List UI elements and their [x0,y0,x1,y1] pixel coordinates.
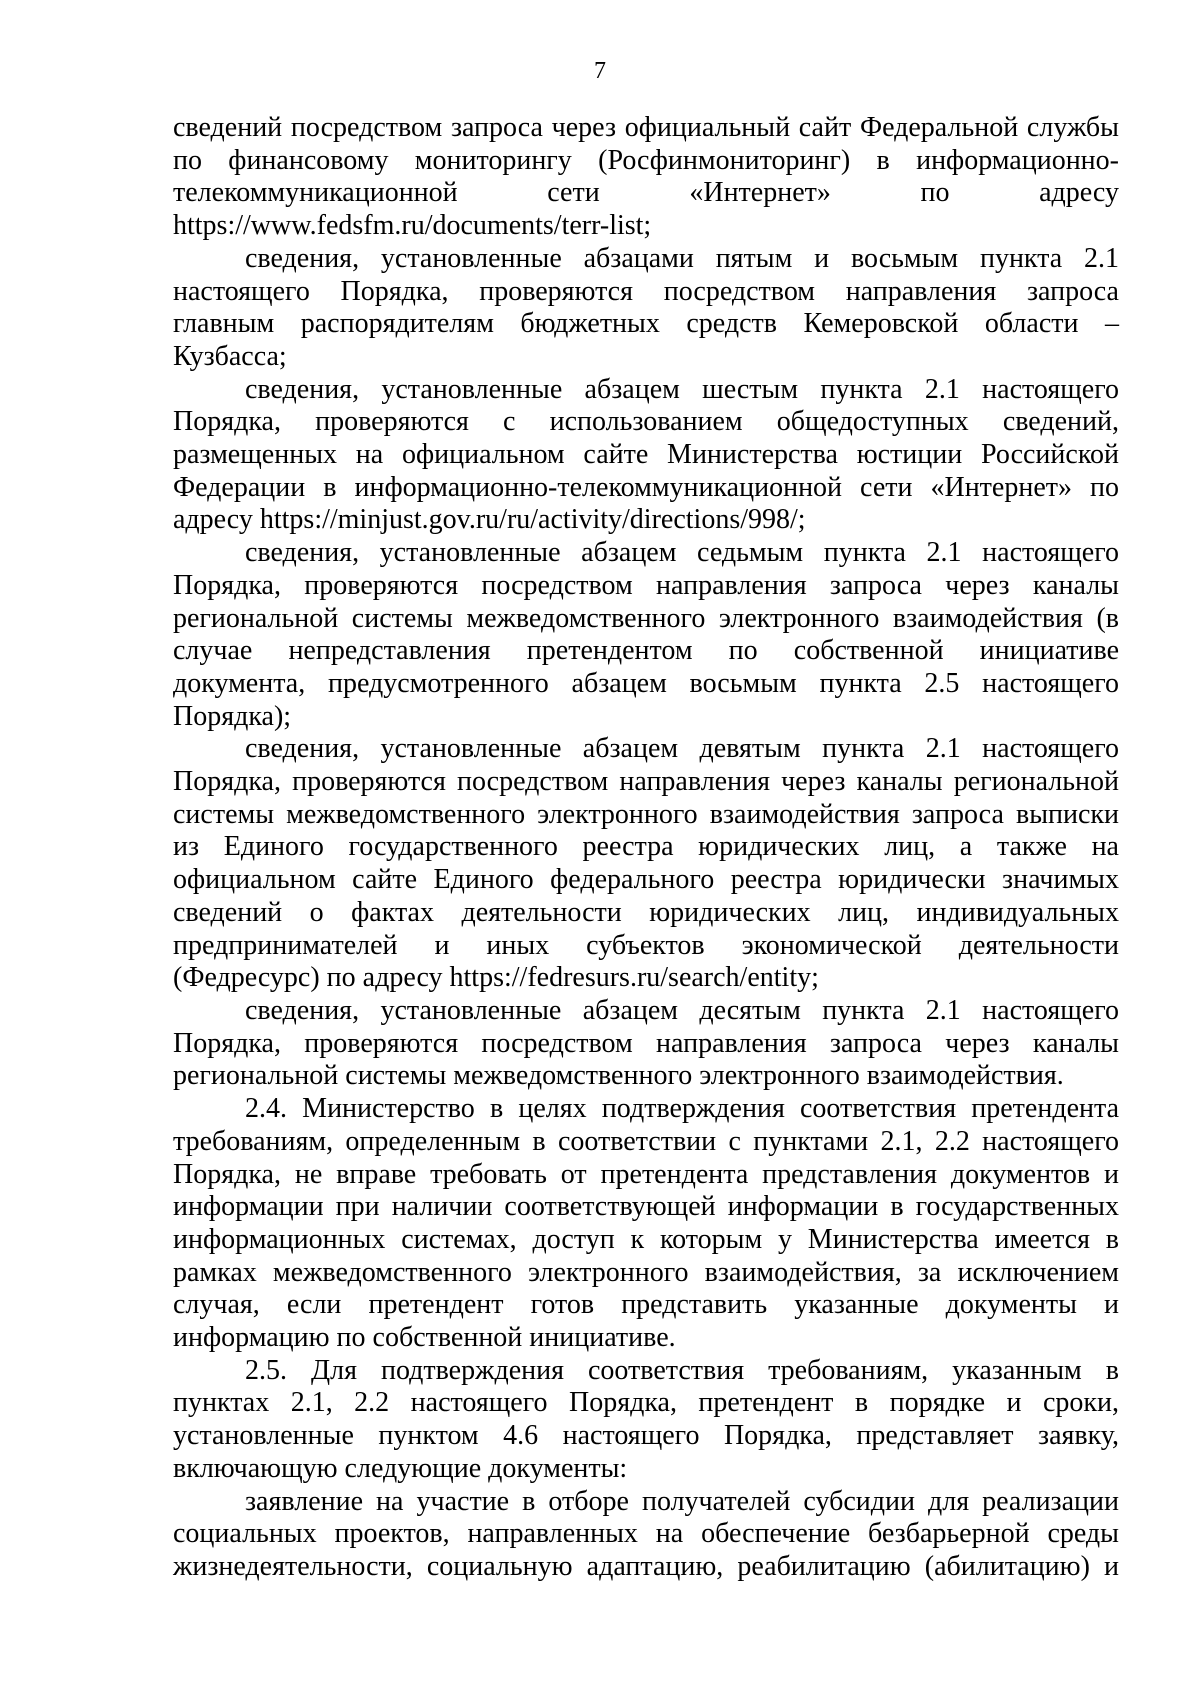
text-line: по финансовому мониторингу (Росфинмониторинг) в информационно- [173,144,1119,176]
text-line: сведения, установленные абзацами пятым и восьмым пункта 2.1 [245,242,1119,274]
text-line: сведения, установленные абзацем седьмым пункта 2.1 настоящего [245,537,1119,569]
text-line: из Единого государственного реестра юридических лиц, а также на [173,831,1119,863]
text-line: предпринимателей и иных субъектов экономической деятельности [173,929,1119,961]
text-line: случая, если претендент готов представить указанные документы и [173,1289,1119,1321]
text-line: установленные пунктом 4.6 настоящего Порядка, представляет заявку, [173,1420,1119,1452]
text-line: сведения, установленные абзацем девятым пункта 2.1 настоящего [245,733,1119,765]
text-line: сведения, установленные абзацем шестым пункта 2.1 настоящего [245,373,1119,405]
text-line: сведений о фактах деятельности юридических лиц, индивидуальных [173,896,1119,928]
document-body [173,112,1119,1584]
text-line: 2.5. Для подтверждения соответствия требованиям, указанным в [245,1354,1119,1386]
text-line: https://www.fedsfm.ru/documents/terr-list; [173,210,652,242]
text-line: настоящего Порядка, проверяются посредством направления запроса [173,275,1119,307]
text-line: информационных системах, доступ к которым у Министерства имеется в [173,1223,1119,1255]
text-line: сведения, установленные абзацем десятым пункта 2.1 настоящего [245,994,1119,1026]
text-line: документа, предусмотренного абзацем восьмым пункта 2.5 настоящего [173,667,1119,699]
text-line: 2.4. Министерство в целях подтверждения соответствия претендента [245,1093,1119,1125]
text-line: рамках межведомственного электронного взаимодействия, за исключением [173,1256,1119,1288]
text-line: включающую следующие документы: [173,1452,628,1484]
text-line: Порядка, проверяются с использованием общедоступных сведений, [173,406,1119,438]
text-line: Порядка, проверяются посредством направления через каналы региональной [173,766,1119,798]
text-line: Кузбасса; [173,340,287,372]
text-line: Федерации в информационно-телекоммуникационной сети «Интернет» по [173,471,1119,503]
text-line: информации при наличии соответствующей информации в государственных [173,1191,1119,1223]
text-line: Порядка, проверяются посредством направления запроса через каналы [173,569,1119,601]
text-line: требованиям, определенным в соответствии с пунктами 2.1, 2.2 настоящего [173,1125,1119,1157]
page-number: 7 [594,58,606,84]
text-line: региональной системы межведомственного электронного взаимодействия (в [173,602,1119,634]
text-line: главным распорядителям бюджетных средств Кемеровской области – [173,308,1119,340]
text-line: Порядка, проверяются посредством направления запроса через каналы [173,1027,1119,1059]
text-line: Порядка, не вправе требовать от претендента представления документов и [173,1158,1119,1190]
text-line: адресу https://minjust.gov.ru/ru/activity/directions/998/; [173,504,806,536]
text-line: Порядка); [173,700,292,732]
text-line: сведений посредством запроса через официальный сайт Федеральной службы [173,112,1119,143]
text-line: размещенных на официальном сайте Министерства юстиции Российской [173,439,1119,471]
text-line: информацию по собственной инициативе. [173,1322,676,1354]
text-line: официальном сайте Единого федерального реестра юридически значимых [173,864,1119,896]
text-line: случае непредставления претендентом по собственной инициативе [173,635,1119,667]
text-line: системы межведомственного электронного взаимодействия запроса выписки [173,798,1119,830]
text-line: телекоммуникационной сети «Интернет» по адресу [173,177,1119,209]
text-line: жизнедеятельности, социальную адаптацию, реабилитацию (абилитацию) и [173,1550,1119,1582]
text-line: региональной системы межведомственного электронного взаимодействия. [173,1060,1064,1092]
text-line: заявление на участие в отборе получателей субсидии для реализации [245,1485,1119,1517]
text-line: пунктах 2.1, 2.2 настоящего Порядка, претендент в порядке и сроки, [173,1387,1119,1419]
text-line: социальных проектов, направленных на обеспечение безбарьерной среды [173,1518,1119,1550]
text-line: (Федресурс) по адресу https://fedresurs.ru/search/entity; [173,962,819,994]
